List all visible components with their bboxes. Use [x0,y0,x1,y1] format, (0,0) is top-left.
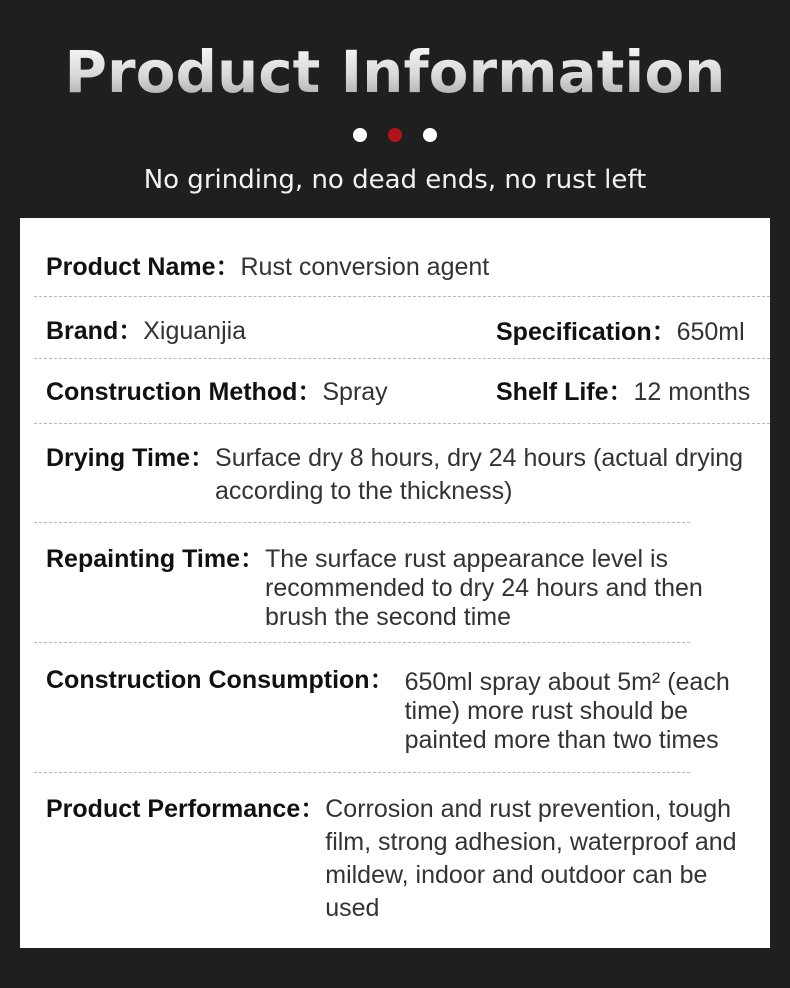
spec-drying-time [46,444,743,506]
spec-brand [46,316,246,346]
page-subtitle: No grinding, no dead ends, no rust left [143,165,647,195]
spec-value-line: Surface dry 8 hours, dry 24 hours (actual drying [215,444,744,472]
divider [34,772,690,773]
spec-value-line: film, strong adhesion, waterproof and [325,828,737,856]
spec-repainting-time [46,545,703,632]
divider [34,642,690,643]
spec-value: Rust conversion agent [240,253,490,281]
spec-value-line: according to the thickness) [215,477,513,505]
spec-value-line: time) more rust should be [404,697,689,725]
divider [34,522,690,523]
divider [34,296,770,297]
spec-label: Construction Method： [46,378,323,406]
spec-value [325,793,736,925]
divider [34,423,770,424]
spec-label: Specification： [496,318,677,346]
spec-value-line: brush the second time [265,603,511,631]
spec-label: Construction Consumption： [46,666,395,694]
page-title: Product Information [0,36,790,108]
spec-label: Product Performance： [46,795,326,823]
spec-label: Shelf Life： [496,378,634,406]
dot-icon-accent [388,128,402,142]
spec-construction-method [46,377,388,407]
spec-value-line: painted more than two times [404,726,719,754]
spec-product-name [46,252,489,282]
spec-construction-consumption [46,666,730,755]
spec-label: Drying Time： [46,444,216,472]
spec-card [20,218,770,948]
spec-value-line: mildew, indoor and outdoor can be [325,861,708,889]
dot-icon [423,128,437,142]
spec-value [395,666,730,755]
spec-value-line: used [325,894,380,922]
spec-label: Brand： [46,317,144,345]
spec-value-line: 650ml spray about 5m² (each [404,668,730,696]
divider [34,358,770,359]
spec-specification [496,317,745,347]
spec-value-line: Corrosion and rust prevention, tough [325,795,732,823]
spec-value [215,444,743,506]
spec-value [265,545,703,632]
spec-value-line: recommended to dry 24 hours and then [265,574,703,602]
spec-value-line: The surface rust appearance level is [265,545,669,573]
spec-label: Product Name： [46,253,241,281]
spec-value: Xiguanjia [143,317,247,345]
spec-product-performance [46,793,737,925]
dot-icon [353,128,367,142]
spec-value: Spray [322,378,388,406]
decorative-dots [0,128,790,142]
spec-label: Repainting Time： [46,545,266,573]
spec-value: 12 months [633,378,751,406]
spec-shelf-life [496,377,750,407]
spec-value: 650ml [676,318,745,346]
